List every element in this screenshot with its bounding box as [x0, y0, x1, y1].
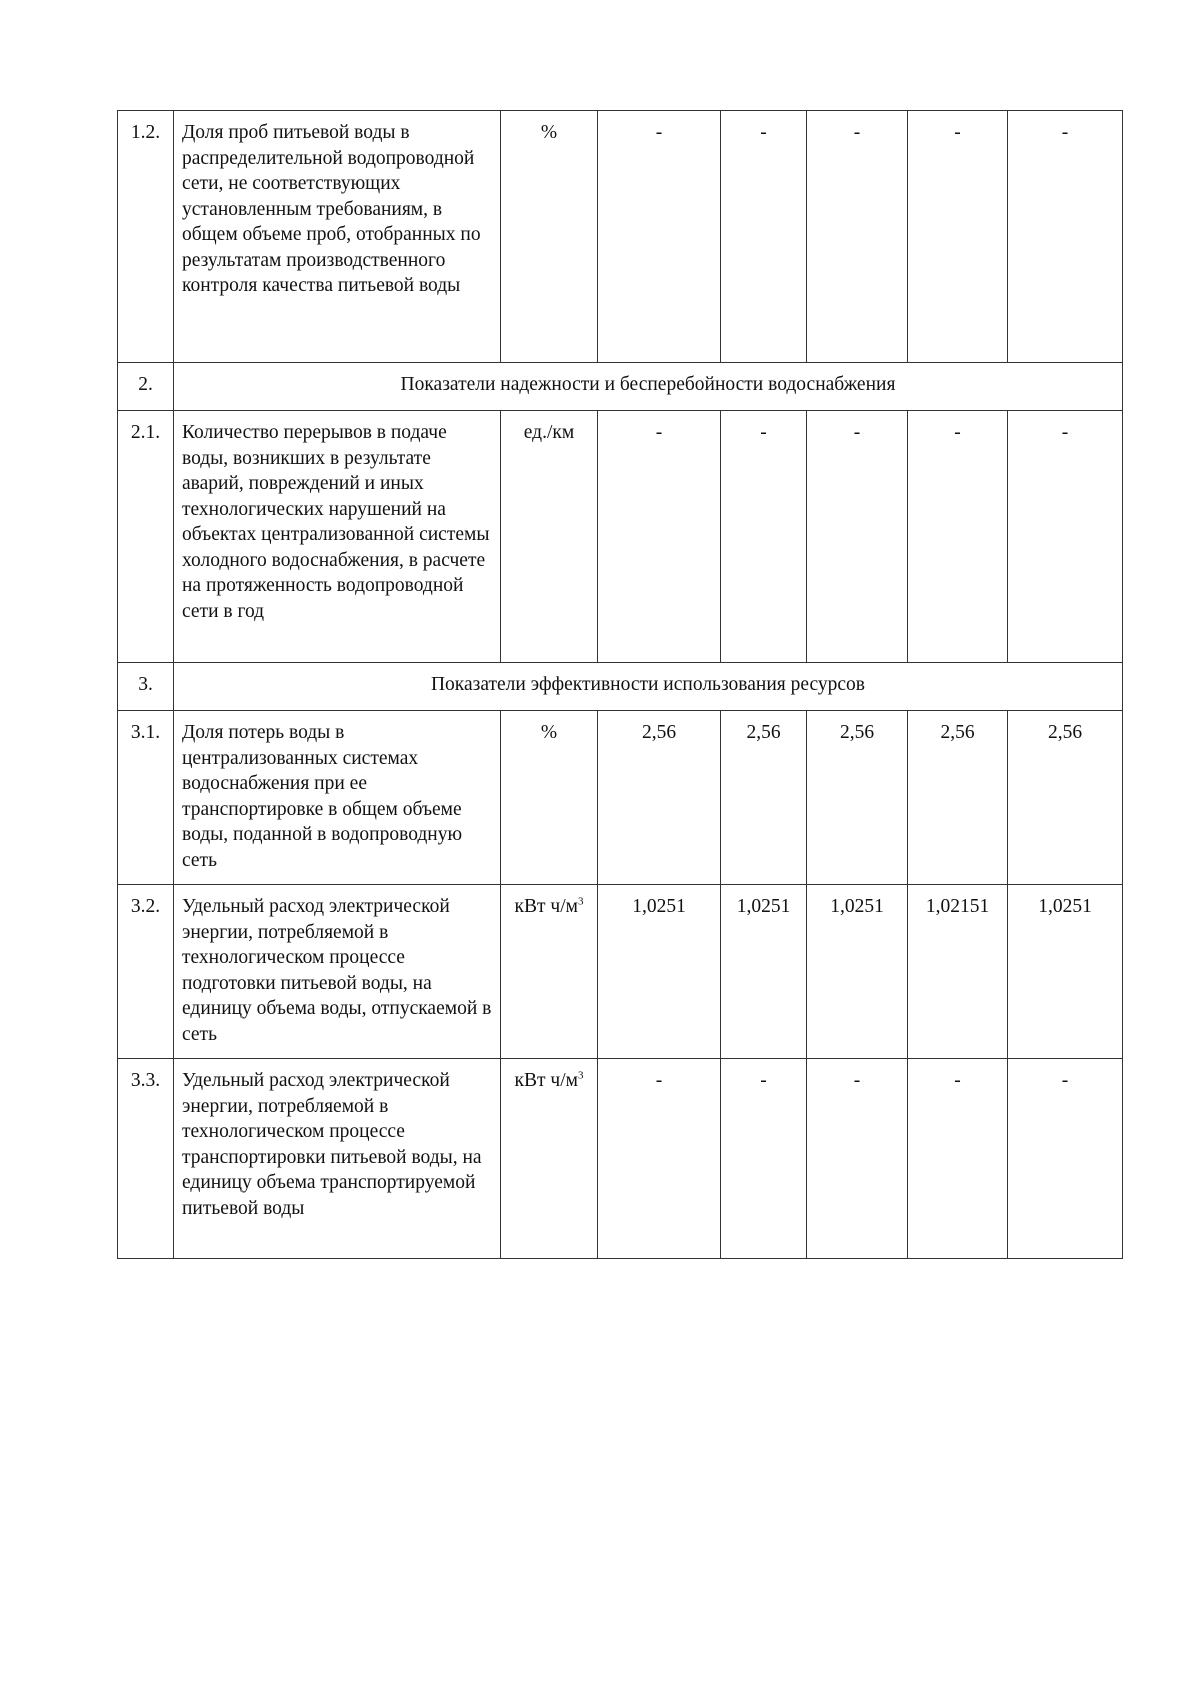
value-cell: -	[1008, 411, 1123, 663]
value-cell: -	[721, 1059, 807, 1259]
row-description: Удельный расход электрической энергии, потребляемой в технологическом процессе подготовки питьевой воды, на единицу объема воды, отпускаемой в сеть	[174, 885, 501, 1059]
unit-text: кВт ч/м	[514, 896, 578, 917]
row-number: 1.2.	[118, 111, 174, 363]
row-description: Доля проб питьевой воды в распределительной водопроводной сети, не соответствующих установленным требованиям, в общем объеме проб, отобранных по результатам производственного контроля качества питьевой воды	[174, 111, 501, 363]
row-unit	[501, 885, 598, 1059]
row-number: 3.2.	[118, 885, 174, 1059]
value-cell: -	[721, 111, 807, 363]
row-unit	[501, 411, 598, 663]
unit-exponent: 3	[577, 895, 584, 908]
row-unit	[501, 1059, 598, 1259]
unit-exponent: 3	[577, 1069, 584, 1082]
table-row-1-2	[118, 111, 1123, 363]
section-title: Показатели надежности и бесперебойности водоснабжения	[174, 363, 1123, 411]
section-row-3	[118, 663, 1123, 711]
row-description: Доля потерь воды в централизованных системах водоснабжения при ее транспортировке в общем объеме воды, поданной в водопроводную сеть	[174, 711, 501, 885]
section-number: 2.	[118, 363, 174, 411]
value-cell: 2,56	[598, 711, 721, 885]
value-cell: -	[807, 411, 908, 663]
table-row-3-2	[118, 885, 1123, 1059]
section-row-2	[118, 363, 1123, 411]
row-number: 3.3.	[118, 1059, 174, 1259]
value-cell: -	[598, 1059, 721, 1259]
value-cell: 2,56	[1008, 711, 1123, 885]
value-cell: 2,56	[908, 711, 1008, 885]
value-cell: -	[598, 111, 721, 363]
value-cell: 1,0251	[807, 885, 908, 1059]
value-cell: 1,02151	[908, 885, 1008, 1059]
value-cell: 1,0251	[721, 885, 807, 1059]
value-cell: -	[1008, 1059, 1123, 1259]
row-description: Удельный расход электрической энергии, потребляемой в технологическом процессе транспортировки питьевой воды, на единицу объема транспортируемой питьевой воды	[174, 1059, 501, 1259]
value-cell: -	[807, 111, 908, 363]
row-description: Количество перерывов в подаче воды, возникших в результате аварий, повреждений и иных технологических нарушений на объектах централизованной системы холодного водоснабжения, в расчете на протяженность водопроводной сети в год	[174, 411, 501, 663]
value-cell: -	[908, 111, 1008, 363]
unit-text: %	[540, 122, 558, 143]
row-unit	[501, 711, 598, 885]
value-cell: 1,0251	[598, 885, 721, 1059]
unit-text: ед./км	[523, 422, 575, 443]
section-title: Показатели эффективности использования ресурсов	[174, 663, 1123, 711]
value-cell: -	[598, 411, 721, 663]
table-row-3-3	[118, 1059, 1123, 1259]
value-cell: -	[1008, 111, 1123, 363]
row-number: 2.1.	[118, 411, 174, 663]
value-cell: -	[908, 1059, 1008, 1259]
value-cell: 1,0251	[1008, 885, 1123, 1059]
value-cell: 2,56	[807, 711, 908, 885]
unit-text: %	[540, 722, 558, 743]
indicators-table	[117, 110, 1123, 1259]
value-cell: -	[721, 411, 807, 663]
table-row-2-1	[118, 411, 1123, 663]
value-cell: -	[908, 411, 1008, 663]
row-number: 3.1.	[118, 711, 174, 885]
unit-text: кВт ч/м	[514, 1070, 578, 1091]
value-cell: -	[807, 1059, 908, 1259]
row-unit	[501, 111, 598, 363]
value-cell: 2,56	[721, 711, 807, 885]
table-row-3-1	[118, 711, 1123, 885]
section-number: 3.	[118, 663, 174, 711]
